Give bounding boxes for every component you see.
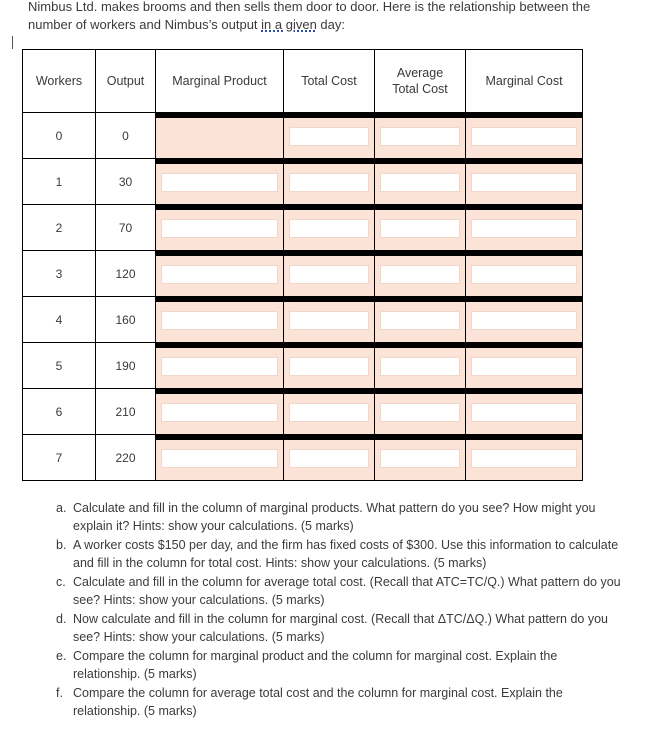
table-row <box>23 159 583 205</box>
question-marker: a. <box>56 501 67 515</box>
cell-output: 70 <box>96 205 156 251</box>
header-output: Output <box>96 50 156 113</box>
cell-average-total-cost <box>375 435 466 481</box>
average-total-cost-answer-field[interactable] <box>380 449 460 468</box>
question-list <box>52 499 622 721</box>
cell-average-total-cost <box>375 343 466 389</box>
marginal-cost-answer-field[interactable] <box>471 403 577 422</box>
cell-marginal-cost <box>466 159 583 205</box>
cell-marginal-product <box>156 113 284 159</box>
answer-shading <box>156 118 283 158</box>
question-item <box>52 499 622 535</box>
intro-paragraph <box>28 0 628 34</box>
question-item <box>52 684 622 720</box>
total-cost-answer-field[interactable] <box>289 357 369 376</box>
cell-output: 160 <box>96 297 156 343</box>
cell-output: 120 <box>96 251 156 297</box>
cell-workers: 0 <box>23 113 96 159</box>
marginal-cost-answer-field[interactable] <box>471 173 577 192</box>
cell-workers: 4 <box>23 297 96 343</box>
total-cost-answer-field[interactable] <box>289 219 369 238</box>
text-cursor <box>12 36 13 49</box>
table-row <box>23 389 583 435</box>
marginal-cost-answer-field[interactable] <box>471 311 577 330</box>
header-marginal-cost: Marginal Cost <box>466 50 583 113</box>
total-cost-answer-field[interactable] <box>289 265 369 284</box>
cell-workers: 5 <box>23 343 96 389</box>
question-text: A worker costs $150 per day, and the firm has fixed costs of $300. Use this information to calculate and fill in the column for total cost. Hints: show your calculations. (5 marks) <box>73 538 619 570</box>
table-row <box>23 251 583 297</box>
cell-total-cost <box>284 251 375 297</box>
marginal-cost-answer-field[interactable] <box>471 357 577 376</box>
marginal-product-answer-field[interactable] <box>161 173 278 192</box>
cell-average-total-cost <box>375 113 466 159</box>
cell-workers: 1 <box>23 159 96 205</box>
intro-text-after: day: <box>316 17 345 32</box>
cell-average-total-cost <box>375 205 466 251</box>
cell-marginal-product <box>156 435 284 481</box>
header-marginal-product: Marginal Product <box>156 50 284 113</box>
marginal-product-answer-field[interactable] <box>161 311 278 330</box>
table-row <box>23 113 583 159</box>
cell-average-total-cost <box>375 389 466 435</box>
table-row <box>23 205 583 251</box>
intro-underlined-phrase: in a given <box>261 17 317 32</box>
cell-total-cost <box>284 389 375 435</box>
question-marker: c. <box>56 575 66 589</box>
marginal-cost-answer-field[interactable] <box>471 219 577 238</box>
cell-marginal-product <box>156 205 284 251</box>
intro-text-before: Nimbus Ltd. makes brooms and then sells them door to door. Here is the relationship between the number of workers and Nimbus’s output <box>28 0 591 32</box>
question-text: Calculate and fill in the column of marginal products. What pattern do you see? How might you explain it? Hints: show your calculations. (5 marks) <box>73 501 596 533</box>
average-total-cost-answer-field[interactable] <box>380 403 460 422</box>
total-cost-answer-field[interactable] <box>289 449 369 468</box>
table-row <box>23 343 583 389</box>
cell-marginal-cost <box>466 205 583 251</box>
cell-marginal-product <box>156 389 284 435</box>
total-cost-answer-field[interactable] <box>289 173 369 192</box>
marginal-product-answer-field[interactable] <box>161 357 278 376</box>
average-total-cost-answer-field[interactable] <box>380 127 460 146</box>
cell-output: 210 <box>96 389 156 435</box>
question-item <box>52 610 622 646</box>
cell-total-cost <box>284 297 375 343</box>
average-total-cost-answer-field[interactable] <box>380 173 460 192</box>
question-marker: f. <box>56 686 63 700</box>
average-total-cost-answer-field[interactable] <box>380 311 460 330</box>
question-item <box>52 573 622 609</box>
cell-average-total-cost <box>375 159 466 205</box>
marginal-product-answer-field[interactable] <box>161 403 278 422</box>
total-cost-answer-field[interactable] <box>289 127 369 146</box>
cell-marginal-cost <box>466 435 583 481</box>
question-item <box>52 536 622 572</box>
total-cost-answer-field[interactable] <box>289 403 369 422</box>
cell-marginal-cost <box>466 113 583 159</box>
header-total-cost: Total Cost <box>284 50 375 113</box>
average-total-cost-answer-field[interactable] <box>380 357 460 376</box>
table-header-row <box>23 50 583 113</box>
question-text: Compare the column for marginal product and the column for marginal cost. Explain the relationship. (5 marks) <box>73 649 558 681</box>
cell-marginal-cost <box>466 297 583 343</box>
total-cost-answer-field[interactable] <box>289 311 369 330</box>
question-text: Now calculate and fill in the column for marginal cost. (Recall that ΔTC/ΔQ.) What pattern do you see? Hints: show your calculations. (5 marks) <box>73 612 608 644</box>
cell-total-cost <box>284 343 375 389</box>
question-item <box>52 647 622 683</box>
cell-marginal-product <box>156 297 284 343</box>
cell-marginal-cost <box>466 343 583 389</box>
marginal-product-answer-field[interactable] <box>161 449 278 468</box>
marginal-cost-answer-field[interactable] <box>471 127 577 146</box>
cell-output: 30 <box>96 159 156 205</box>
cell-marginal-product <box>156 159 284 205</box>
marginal-product-answer-field[interactable] <box>161 219 278 238</box>
header-atc-line1: Average <box>396 66 444 80</box>
production-cost-table <box>22 49 583 481</box>
question-marker: b. <box>56 538 67 552</box>
cell-workers: 2 <box>23 205 96 251</box>
cell-output: 220 <box>96 435 156 481</box>
cell-marginal-product <box>156 251 284 297</box>
question-text: Compare the column for average total cost and the column for marginal cost. Explain the relationship. (5 marks) <box>73 686 563 718</box>
average-total-cost-answer-field[interactable] <box>380 265 460 284</box>
cell-marginal-product <box>156 343 284 389</box>
header-workers: Workers <box>23 50 96 113</box>
cell-workers: 3 <box>23 251 96 297</box>
cell-total-cost <box>284 113 375 159</box>
cell-average-total-cost <box>375 251 466 297</box>
cell-output: 190 <box>96 343 156 389</box>
marginal-cost-answer-field[interactable] <box>471 265 577 284</box>
header-atc-line2: Total Cost <box>392 82 448 96</box>
cell-output: 0 <box>96 113 156 159</box>
average-total-cost-answer-field[interactable] <box>380 219 460 238</box>
cell-marginal-cost <box>466 389 583 435</box>
table-row <box>23 297 583 343</box>
table-body <box>23 113 583 481</box>
marginal-product-answer-field[interactable] <box>161 265 278 284</box>
cell-average-total-cost <box>375 297 466 343</box>
cell-total-cost <box>284 159 375 205</box>
header-average-total-cost <box>375 50 466 113</box>
cell-workers: 7 <box>23 435 96 481</box>
marginal-cost-answer-field[interactable] <box>471 449 577 468</box>
cell-total-cost <box>284 205 375 251</box>
question-text: Calculate and fill in the column for average total cost. (Recall that ATC=TC/Q.) What pattern do you see? Hints: show your calculations. (5 marks) <box>73 575 621 607</box>
question-marker: e. <box>56 649 67 663</box>
cell-marginal-cost <box>466 251 583 297</box>
table-row <box>23 435 583 481</box>
question-marker: d. <box>56 612 67 626</box>
cell-workers: 6 <box>23 389 96 435</box>
cell-total-cost <box>284 435 375 481</box>
